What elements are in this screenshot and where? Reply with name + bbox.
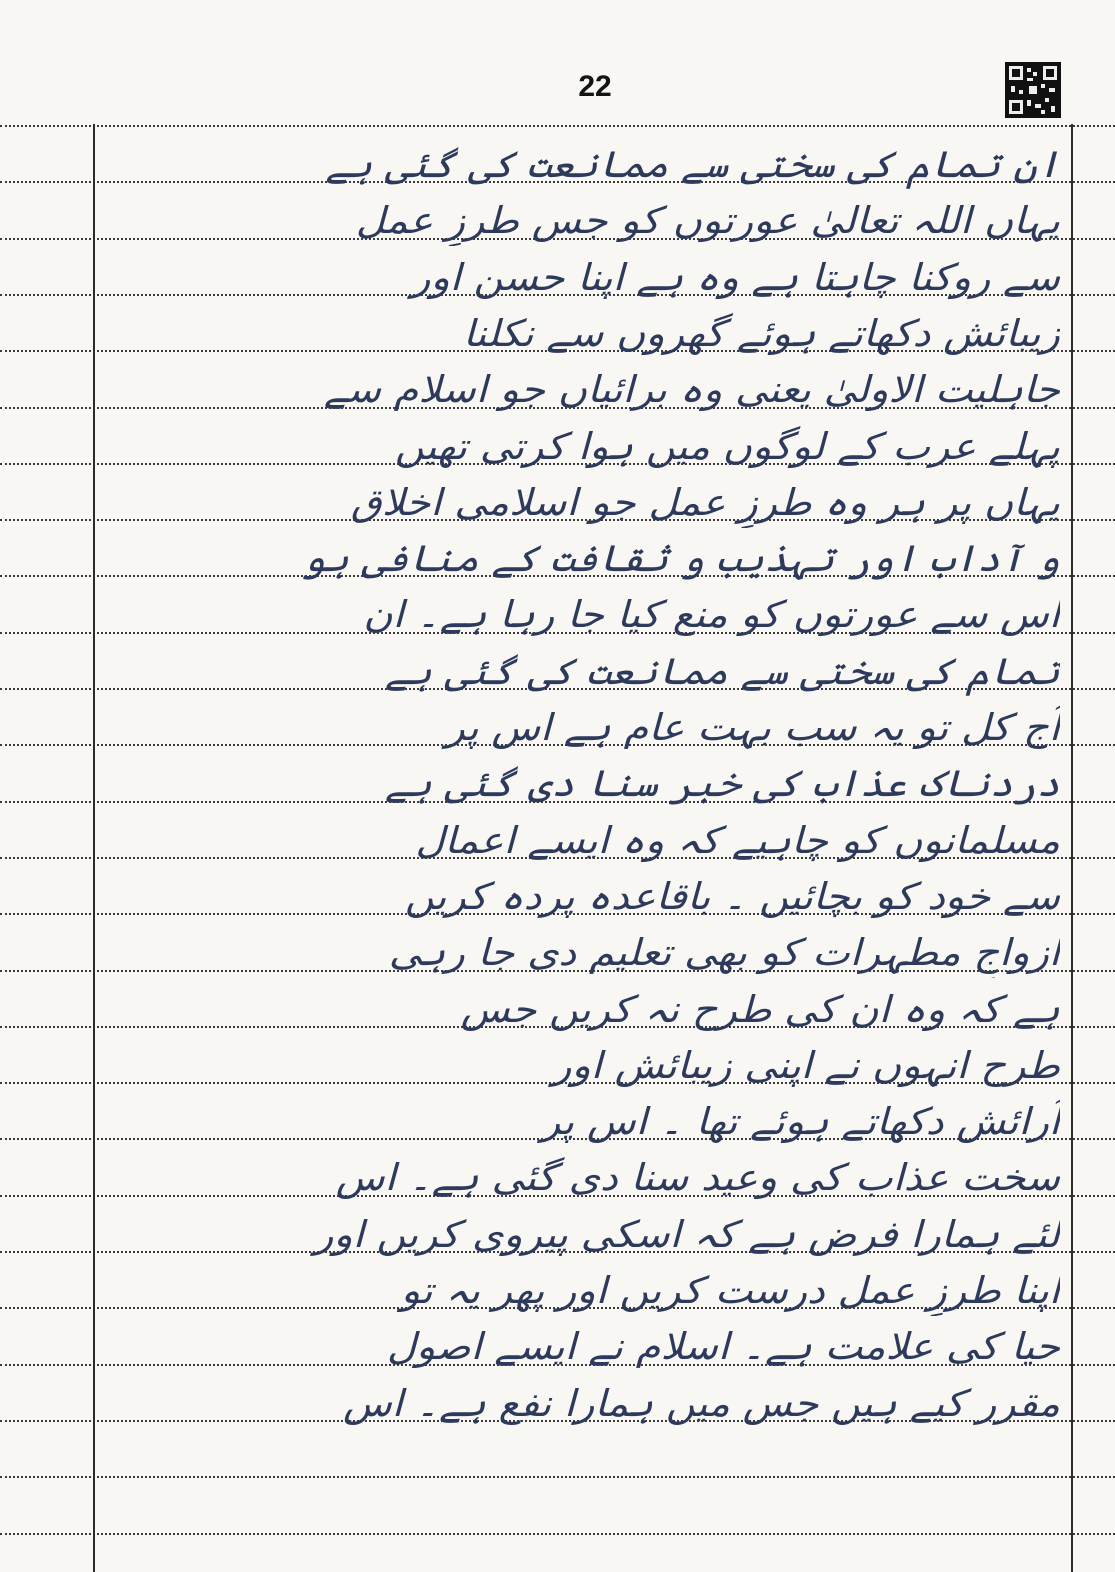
handwritten-line: سے روکنا چاہتا ہے وہ ہے اپنا حسن اور (411, 256, 1060, 300)
handwritten-line: ازواجِ مطہرات کو بھی تعلیم دی جا رہی (388, 931, 1060, 975)
right-margin-line (1071, 124, 1073, 1572)
handwritten-line: آج کل تو یہ سب بہت عام ہے اس پر (445, 706, 1060, 750)
handwritten-line: مسلمانوں کو چاہیے کہ وہ ایسے اعمال (415, 819, 1060, 863)
handwritten-line: سخت عذاب کی وعید سنا دی گئی ہے۔ اس (335, 1156, 1060, 1200)
handwritten-line: دردناک عذاب کی خبر سنا دی گئی ہے (385, 762, 1060, 806)
handwritten-text (100, 0, 1060, 1572)
handwritten-line: سے خود کو بچائیں ۔ باقاعدہ پردہ کریں (404, 875, 1060, 919)
handwritten-line: یہاں پر ہر وہ طرزِ عمل جو اسلامی اخلاق (350, 481, 1060, 525)
handwritten-line: طرح انہوں نے اپنی زیبائش اور (552, 1044, 1060, 1088)
handwritten-line: و آداب اور تہذیب و ثقافت کے منافی ہو (302, 537, 1060, 581)
handwritten-line: تمام کی سختی سے ممانعت کی گئی ہے (385, 650, 1060, 694)
handwritten-line: مقرر کیے ہیں جس میں ہمارا نفع ہے۔ اس (342, 1382, 1060, 1426)
handwritten-line: ہے کہ وہ ان کی طرح نہ کریں جس (460, 988, 1060, 1032)
handwritten-line: ان تمام کی سختی سے ممانعت کی گئی ہے (325, 143, 1060, 187)
handwritten-line: آرائش دکھاتے ہوئے تھا ۔ اس پر (540, 1100, 1060, 1144)
handwritten-line: پہلے عرب کے لوگوں میں ہوا کرتی تھیں (394, 425, 1060, 469)
page-number: 22 (578, 70, 612, 103)
handwritten-line: لئے ہمارا فرض ہے کہ اسکی پیروی کریں اور (314, 1213, 1060, 1257)
handwritten-line: یہاں اللہ تعالیٰ عورتوں کو جس طرزِ عمل (355, 199, 1060, 243)
handwritten-line: جاہلیت الاولیٰ یعنی وہ برائیاں جو اسلام سے (324, 368, 1060, 412)
left-margin-line (93, 124, 95, 1572)
handwritten-line: حیا کی علامت ہے۔ اسلام نے ایسے اصول (386, 1325, 1060, 1369)
handwritten-line: اس سے عورتوں کو منع کیا جا رہا ہے۔ ان (363, 593, 1060, 637)
handwritten-line: زیبائش دکھاتے ہوئے گھروں سے نکلنا (462, 312, 1060, 356)
handwritten-line: اپنا طرزِ عمل درست کریں اور پھر یہ تو (400, 1269, 1060, 1313)
